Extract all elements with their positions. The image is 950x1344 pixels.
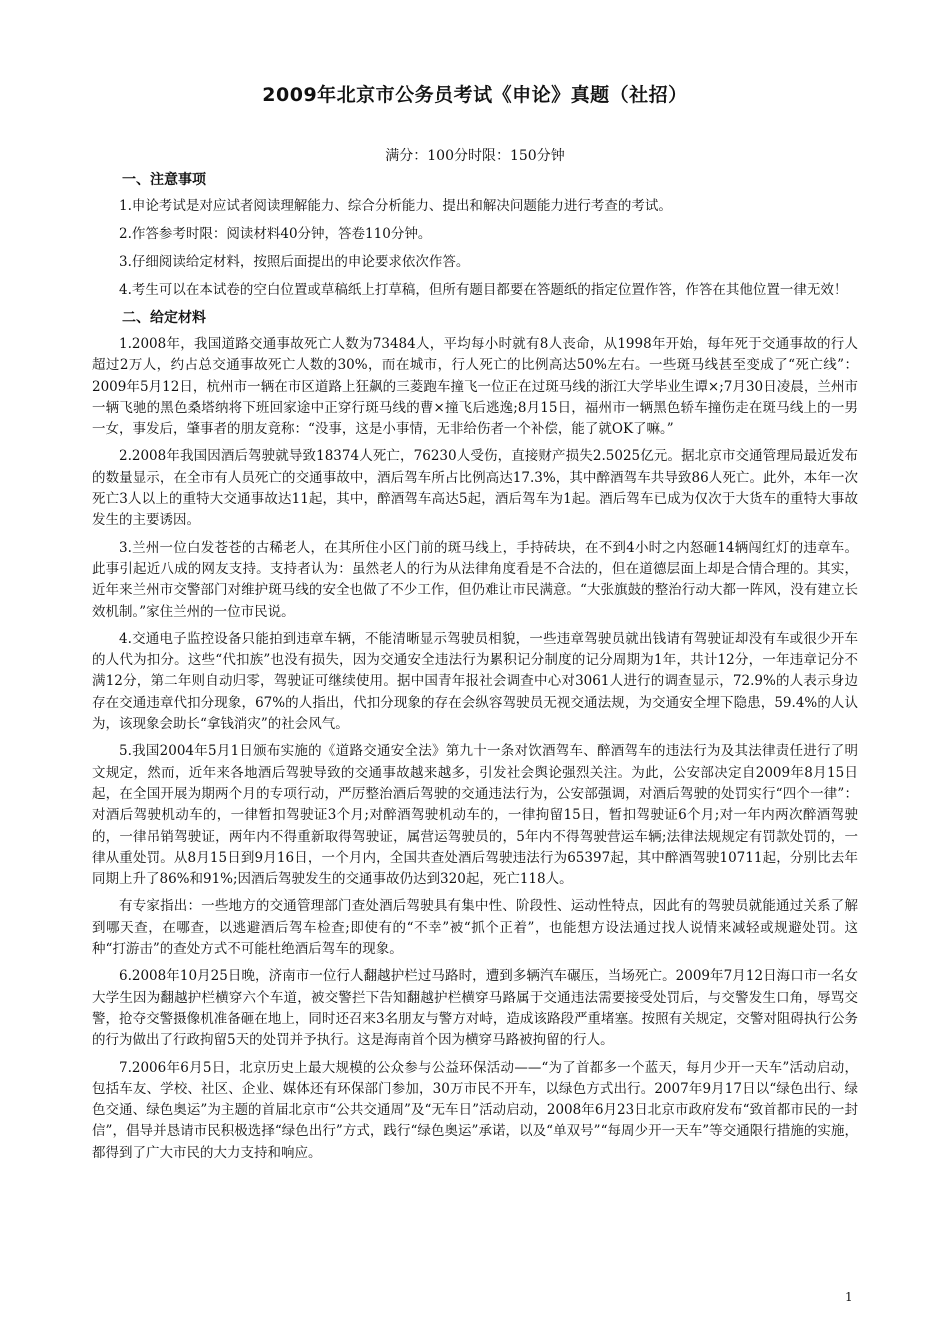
notice-item-1: 1.申论考试是对应试者阅读理解能力、综合分析能力、提出和解决问题能力进行考查的考试。 [119, 198, 672, 214]
section-heading-notes: 一、注意事项 [122, 172, 206, 188]
section-heading-materials: 二、给定材料 [122, 310, 206, 326]
notice-item-2: 2.作答参考时限：阅读材料40分钟，答卷110分钟。 [119, 226, 432, 242]
document-title: 2009年北京市公务员考试《申论》真题（社招） [262, 84, 688, 106]
notice-item-4: 4.考生可以在本试卷的空白位置或草稿纸上打草稿，但所有题目都要在答题纸的指定位置作答，作答在其他位置一律无效！ [119, 282, 848, 298]
material-paragraph-3: 3.兰州一位白发苍苍的古稀老人，在其所住小区门前的斑马线上，手持砖块，在不到4小时之内怒砸14辆闯红灯的违章车。此事引起近八成的网友支持。支持者认为：虽然老人的行为从法律角度看是不合法的，但在道德层面上却是合情合理的。其实，近年来兰州市交警部门对维护斑马线的安全也做了不少工作，但仍难让市民满意。“大张旗鼓的整治行动大都一阵风，没有建立长效机制。”家住兰州的一位市民说。 [92, 539, 858, 620]
score-and-time-limit: 满分：100分时限：150分钟 [385, 148, 565, 164]
material-paragraph-5: 5.我国2004年5月1日颁布实施的《道路交通安全法》第九十一条对饮酒驾车、醉酒驾车的违法行为及其法律责任进行了明文规定，然而，近年来各地酒后驾驶导致的交通事故越来越多，引发社会舆论强烈关注。为此，公安部决定自2009年8月15日起，在全国开展为期两个月的专项行动，严厉整治酒后驾驶的交通违法行为，公安部强调，对酒后驾驶的处罚实行“四个一律”：对酒后驾驶机动车的，一律暂扣驾驶证3个月;对醉酒驾驶机动车的，一律拘留15日，暂扣驾驶证6个月;对一年内两次醉酒驾驶的，一律吊销驾驶证，两年内不得重新取得驾驶证，属营运驾驶员的，5年内不得驾驶营运车辆;法律法规规定有罚款处罚的，一律从重处罚。从8月15日到9月16日，一个月内，全国共查处酒后驾驶违法行为65397起，其中醉酒驾驶10711起，分别比去年同期上升了86%和91%;因酒后驾驶发生的交通事故仍达到320起，死亡118人。 [92, 743, 858, 888]
material-paragraph-4: 4.交通电子监控设备只能拍到违章车辆，不能清晰显示驾驶员相貌，一些违章驾驶员就出钱请有驾驶证却没有车或很少开车的人代为扣分。这些“代扣族”也没有损失，因为交通安全违法行为累积记分制度的记分周期为1年，共计12分，一年违章记分不满12分，第二年则自动归零，驾驶证可继续使用。据中国青年报社会调查中心对3061人进行的调查显示，72.9%的人表示身边存在交通违章代扣分现象，67%的人指出，代扣分现象的存在会纵容驾驶员无视交通法规，为交通安全埋下隐患，59.4%的人认为，该现象会助长“拿钱消灾”的社会风气。 [92, 630, 858, 733]
notice-item-3: 3.仔细阅读给定材料，按照后面提出的申论要求依次作答。 [119, 254, 470, 270]
material-paragraph-7: 7.2006年6月5日，北京历史上最大规模的公众参与公益环保活动——“为了首都多一个蓝天，每月少开一天车”活动启动，包括车友、学校、社区、企业、媒体还有环保部门参加，30万市民不开车，以绿色方式出行。2007年9月17日以“绿色出行、绿色交通、绿色奥运”为主题的首届北京市“公共交通周”及“无车日”活动启动，2008年6月23日北京市政府发布“致首都市民的一封信”，倡导并恳请市民积极选择“绿色出行”方式，践行“绿色奥运”承诺，以及“单双号”“每周少开一天车”等交通限行措施的实施，都得到了广大市民的大力支持和响应。 [92, 1059, 858, 1161]
material-paragraph-5-expert: 有专家指出：一些地方的交通管理部门查处酒后驾驶具有集中性、阶段性、运动性特点，因此有的驾驶员就能通过关系了解到哪天查，在哪查，以逃避酒后驾车检查;即使有的“不幸”被“抓个正着”，也能想方设法通过找人说情来减轻或规避处罚。这种“打游击”的查处方式不可能杜绝酒后驾车的现象。 [92, 898, 858, 958]
material-paragraph-2: 2.2008年我国因酒后驾驶就导致18374人死亡，76230人受伤，直接财产损失2.5025亿元。据北京市交通管理局最近发布的数量显示，在全市有人员死亡的交通事故中，酒后驾车所占比例高达17.3%，其中醉酒驾车共导致86人死亡。此外，本年一次死亡3人以上的重特大交通事故达11起，其中，醉酒驾车高达5起，酒后驾车为1起。酒后驾车已成为仅次于大货车的重特大事故发生的主要诱因。 [92, 448, 858, 529]
page-number: 1 [845, 1290, 853, 1304]
material-paragraph-6: 6.2008年10月25日晚，济南市一位行人翻越护栏过马路时，遭到多辆汽车碾压，当场死亡。2009年7月12日海口市一名女大学生因为翻越护栏横穿六个车道，被交警拦下告知翻越护栏横穿马路属于交通违法需要接受处罚后，与交警发生口角，辱骂交警，抢夺交警摄像机准备砸在地上，同时还召来3名朋友与警方对峙，造成该路段严重堵塞。按照有关规定，交警对阻碍执行公务的行为做出了行政拘留5天的处罚并予执行。这是海南首个因为横穿马路被拘留的行人。 [92, 968, 858, 1049]
document-body [92, 170, 858, 1170]
material-paragraph-1: 1.2008年，我国道路交通事故死亡人数为73484人，平均每小时就有8人丧命，从1998年开始，每年死于交通事故的行人超过2万人，约占总交通事故死亡人数的30%，而在城市，行人死亡的比例高达50%左右。一些斑马线甚至变成了“死亡线”：2009年5月12日，杭州市一辆在市区道路上狂飙的三菱跑车撞飞一位正在过斑马线的浙江大学毕业生谭×;7月30日凌晨，兰州市一辆飞驰的黑色桑塔纳将下班回家途中正穿行斑马线的曹×撞飞后逃逸;8月15日，福州市一辆黑色轿车撞伤走在斑马线上的一男一女，事发后，肇事者的朋友竟称：“没事，这是小事情，无非给伤者一个补偿，能了就OK了嘛。” [92, 336, 858, 438]
